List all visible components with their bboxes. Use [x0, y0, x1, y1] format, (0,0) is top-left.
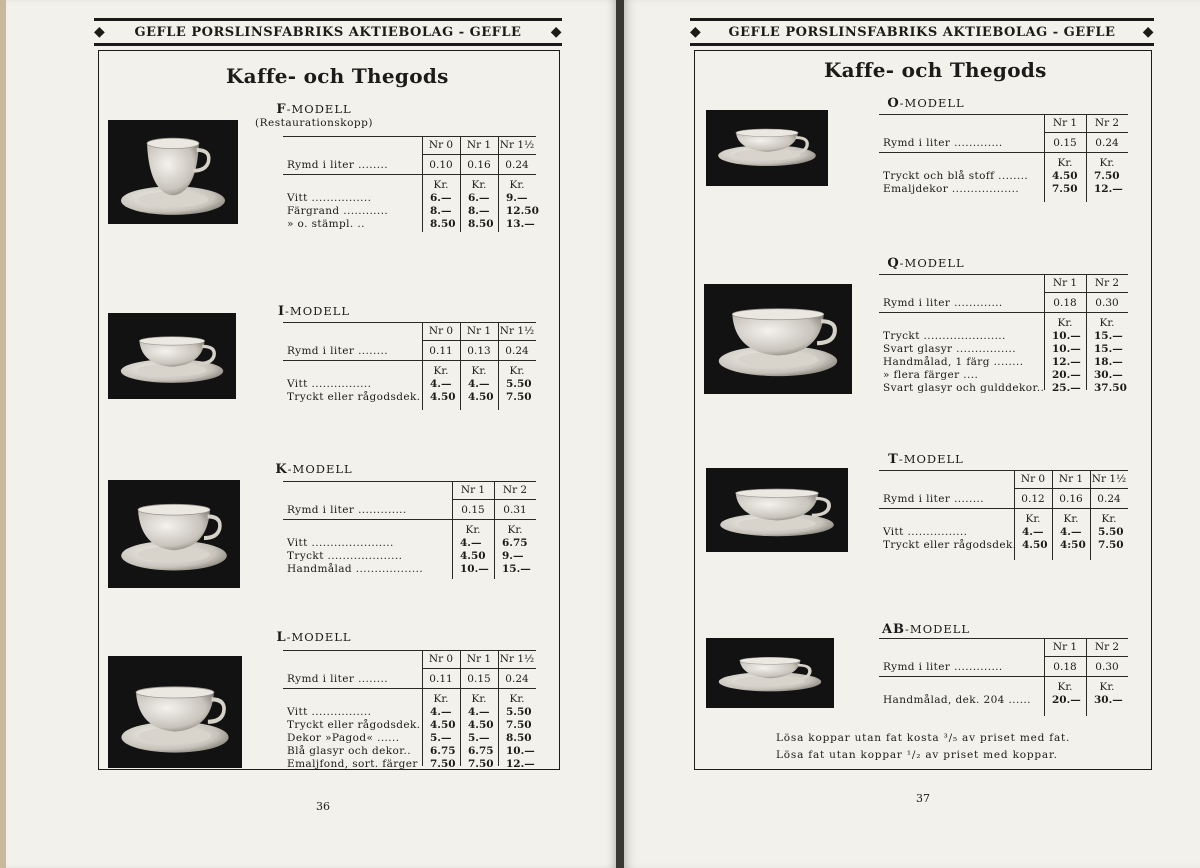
capacity-row [283, 673, 536, 686]
table-cell: Nr 2 [1094, 641, 1120, 653]
model-letter: I [277, 304, 286, 319]
cup-photo [706, 110, 828, 186]
table-cell: 8.50 [468, 218, 494, 230]
model-suffix: -MODELL [286, 102, 352, 116]
row-label: Rymd i liter ............. [883, 297, 1003, 309]
size-header-row [879, 473, 1128, 486]
table-cell: 8.50 [430, 218, 456, 230]
table-cell: 7.50 [430, 758, 456, 770]
currency-row [879, 317, 1128, 330]
table-cell: 0.11 [429, 673, 453, 685]
price-row [879, 526, 1128, 539]
row-label: Svart glasyr och gulddekor.. [883, 382, 1045, 394]
price-row [283, 391, 536, 404]
model-suffix: -MODELL [286, 630, 352, 644]
table-cell: 6.— [468, 192, 490, 204]
table-cell: Nr 1 [466, 325, 492, 337]
currency-row [879, 681, 1128, 694]
table-cell: Kr. [1057, 681, 1073, 693]
price-row [283, 732, 536, 745]
row-label: Rymd i liter ........ [287, 345, 388, 357]
table-cell: Kr. [465, 524, 481, 536]
row-label: Emaljfond, sort. färger [287, 758, 418, 770]
table-cell: Nr 1½ [499, 139, 535, 151]
table-cell: 0.15 [467, 673, 491, 685]
table-cell: 6.75 [502, 537, 528, 549]
table-cell: 6.75 [430, 745, 456, 757]
table-cell: 30.— [1094, 694, 1123, 706]
table-cell: 4.— [1060, 526, 1082, 538]
cup-photo [704, 284, 852, 394]
table-cell: Kr. [507, 524, 523, 536]
row-label: Tryckt .................... [287, 550, 403, 562]
capacity-row [879, 137, 1128, 150]
size-header-row [879, 277, 1128, 290]
table-cell: Nr 1½ [1091, 473, 1127, 485]
size-header-row [879, 117, 1128, 130]
table-cell: Kr. [433, 365, 449, 377]
row-label: Vitt ...................... [287, 537, 394, 549]
model-suffix: -MODELL [899, 256, 965, 270]
table-cell: 4.— [460, 537, 482, 549]
table-cell: 0.16 [467, 159, 491, 171]
table-cell: 8.— [430, 205, 452, 217]
model-title [816, 256, 1036, 271]
cup-photo [108, 313, 236, 399]
table-cell: Kr. [509, 179, 525, 191]
price-row [879, 330, 1128, 343]
table-cell: Nr 1 [1058, 473, 1084, 485]
model-letter: O [887, 96, 900, 111]
row-label: Handmålad, 1 färg ........ [883, 356, 1024, 368]
cup-photo [706, 468, 848, 552]
table-cell: 4.50 [430, 719, 456, 731]
row-label: Rymd i liter ............. [883, 661, 1003, 673]
table-cell: 0.24 [1097, 493, 1121, 505]
model-letter: F [276, 102, 287, 117]
price-row [283, 719, 536, 732]
capacity-row [283, 345, 536, 358]
book-spine [616, 0, 624, 868]
model-letter: T [888, 452, 899, 467]
table-cell: Kr. [1057, 317, 1073, 329]
table-cell: 4.50 [468, 719, 494, 731]
currency-row [283, 365, 536, 378]
table-cell: Nr 1 [466, 653, 492, 665]
table-cell: 20.— [1052, 369, 1081, 381]
table-cell: 4.50 [430, 391, 456, 403]
page-title: Kaffe- och Thegods [226, 64, 449, 88]
notes [776, 730, 1070, 764]
price-table [283, 650, 536, 770]
table-cell: Nr 1 [1052, 117, 1078, 129]
table-cell: 0.24 [505, 673, 529, 685]
currency-row [283, 524, 536, 537]
table-cell: Kr. [471, 179, 487, 191]
row-label: Handmålad .................. [287, 563, 424, 575]
table-cell: 10.— [1052, 343, 1081, 355]
cup-photo [108, 480, 240, 588]
row-label: Vitt ................ [287, 192, 372, 204]
table-cell: 0.18 [1053, 297, 1077, 309]
table-cell: 0.15 [461, 504, 485, 516]
price-row [879, 343, 1128, 356]
table-cell: 12.— [1052, 356, 1081, 368]
table-cell: 4.— [468, 378, 490, 390]
currency-row [879, 157, 1128, 170]
table-cell: 9.— [506, 192, 528, 204]
model-letter: Q [887, 256, 900, 271]
table-cell: 5.— [430, 732, 452, 744]
row-label: Svart glasyr ................ [883, 343, 1016, 355]
table-cell: 0.10 [429, 159, 453, 171]
page-title: Kaffe- och Thegods [824, 58, 1047, 82]
page-number: 36 [316, 800, 330, 813]
table-cell: Kr. [509, 693, 525, 705]
price-table [879, 114, 1128, 202]
table-cell: Kr. [1025, 513, 1041, 525]
table-cell: 0.13 [467, 345, 491, 357]
model-suffix: -MODELL [287, 462, 353, 476]
table-cell: 7.50 [1052, 183, 1078, 195]
table-cell: Nr 0 [428, 325, 454, 337]
row-label: Dekor »Pagod« ...... [287, 732, 400, 744]
table-cell: 0.15 [1053, 137, 1077, 149]
table-cell: 37.50 [1094, 382, 1127, 394]
table-cell: 12.— [506, 758, 535, 770]
currency-row [879, 513, 1128, 526]
table-cell: 15.— [1094, 343, 1123, 355]
model-letter: K [275, 462, 288, 477]
diamond-ornament-icon: ◆ [94, 24, 106, 40]
row-label: Vitt ................ [287, 706, 372, 718]
table-cell: Kr. [433, 693, 449, 705]
table-cell: 0.12 [1021, 493, 1045, 505]
table-cell: 4.50 [460, 550, 486, 562]
row-label: Tryckt ...................... [883, 330, 1006, 342]
table-cell: Kr. [471, 693, 487, 705]
row-label: Rymd i liter ............. [287, 504, 407, 516]
table-cell: 0.24 [505, 159, 529, 171]
table-cell: Nr 1½ [499, 653, 535, 665]
table-cell: 4.— [1022, 526, 1044, 538]
cup-photo [706, 638, 834, 708]
table-cell: 0.31 [503, 504, 527, 516]
price-row [283, 745, 536, 758]
capacity-row [879, 493, 1128, 506]
table-cell: 12.50 [506, 205, 539, 217]
capacity-row [283, 504, 536, 517]
table-cell: 4:50 [1060, 539, 1086, 551]
table-cell: 0.16 [1059, 493, 1083, 505]
price-row [283, 378, 536, 391]
price-table [283, 481, 536, 579]
row-label: » o. stämpl. .. [287, 218, 365, 230]
price-row [283, 550, 536, 563]
size-header-row [283, 325, 536, 338]
row-label: Rymd i liter ............. [883, 137, 1003, 149]
table-cell: 18.— [1094, 356, 1123, 368]
model-subtitle: (Restaurationskopp) [255, 117, 373, 129]
table-cell: 5.50 [506, 706, 532, 718]
price-row [283, 192, 536, 205]
table-cell: 5.50 [1098, 526, 1124, 538]
table-cell: 20.— [1052, 694, 1081, 706]
row-label: Tryckt eller rågodsdek. [883, 539, 1017, 551]
model-suffix: -MODELL [898, 452, 964, 466]
row-label: Rymd i liter ........ [287, 673, 388, 685]
row-label: Blå glasyr och dekor.. [287, 745, 411, 757]
table-cell: 10.— [460, 563, 489, 575]
table-cell: Nr 0 [1020, 473, 1046, 485]
table-cell: Kr. [1099, 317, 1115, 329]
model-title [204, 304, 424, 319]
table-cell: 0.24 [1095, 137, 1119, 149]
model-title [204, 462, 424, 477]
row-label: Rymd i liter ........ [883, 493, 984, 505]
table-cell: 10.— [1052, 330, 1081, 342]
diamond-ornament-icon: ◆ [690, 24, 702, 40]
table-cell: Nr 1 [1052, 277, 1078, 289]
table-cell: 0.11 [429, 345, 453, 357]
price-row [283, 218, 536, 231]
table-cell: 4.— [430, 706, 452, 718]
table-cell: 0.30 [1095, 297, 1119, 309]
table-cell: Kr. [1101, 513, 1117, 525]
table-cell: 8.50 [506, 732, 532, 744]
table-cell: 0.30 [1095, 661, 1119, 673]
company-name: GEFLE PORSLINSFABRIKS AKTIEBOLAG - GEFLE [728, 24, 1116, 40]
table-cell: 0.24 [505, 345, 529, 357]
price-row [879, 170, 1128, 183]
cup-photo [108, 656, 242, 768]
price-row [283, 537, 536, 550]
table-cell: Nr 1 [1052, 641, 1078, 653]
row-label: Emaljdekor .................. [883, 183, 1020, 195]
row-label: Rymd i liter ........ [287, 159, 388, 171]
price-row [879, 694, 1128, 707]
row-label: Färgrand ............ [287, 205, 389, 217]
page-header [690, 18, 1154, 46]
table-cell: 7.50 [1094, 170, 1120, 182]
table-cell: 4.50 [468, 391, 494, 403]
size-header-row [283, 139, 536, 152]
table-cell: 7.50 [468, 758, 494, 770]
table-cell: 9.— [502, 550, 524, 562]
table-cell: Kr. [433, 179, 449, 191]
capacity-row [879, 661, 1128, 674]
table-cell: 4.50 [1022, 539, 1048, 551]
row-label: » flera färger .... [883, 369, 979, 381]
table-cell: 10.— [506, 745, 535, 757]
capacity-row [283, 159, 536, 172]
row-label: Tryckt eller rågodsdek. [287, 719, 421, 731]
model-title [204, 630, 424, 645]
size-header-row [283, 653, 536, 666]
model-title [816, 96, 1036, 111]
cup-photo [108, 120, 238, 224]
table-cell: 12.— [1094, 183, 1123, 195]
table-cell: 4.— [430, 378, 452, 390]
table-cell: 5.50 [506, 378, 532, 390]
table-cell: Kr. [1099, 681, 1115, 693]
table-cell: Kr. [509, 365, 525, 377]
table-cell: 0.18 [1053, 661, 1077, 673]
page-header [94, 18, 562, 46]
table-cell: Nr 1 [460, 484, 486, 496]
price-row [879, 183, 1128, 196]
price-table [283, 322, 536, 410]
currency-row [283, 179, 536, 192]
note-line: Lösa koppar utan fat kosta ³/₅ av priset med fat. [776, 732, 1071, 744]
table-cell: 25.— [1052, 382, 1081, 394]
table-cell: 7.50 [1098, 539, 1124, 551]
table-cell: Nr 2 [1094, 277, 1120, 289]
page-37 [624, 0, 1200, 868]
table-cell: Nr 0 [428, 139, 454, 151]
table-cell: Nr 2 [502, 484, 528, 496]
price-table [879, 638, 1128, 716]
table-cell: Kr. [1099, 157, 1115, 169]
capacity-row [879, 297, 1128, 310]
table-cell: 6.75 [468, 745, 494, 757]
table-cell: 8.— [468, 205, 490, 217]
page-number: 37 [916, 792, 930, 805]
table-cell: Kr. [471, 365, 487, 377]
table-cell: Nr 1 [466, 139, 492, 151]
row-label: Vitt ................ [287, 378, 372, 390]
price-row [283, 205, 539, 218]
price-table [879, 470, 1128, 560]
company-name: GEFLE PORSLINSFABRIKS AKTIEBOLAG - GEFLE [134, 24, 522, 40]
table-cell: Nr 1½ [499, 325, 535, 337]
table-cell: 30.— [1094, 369, 1123, 381]
diamond-ornament-icon: ◆ [1142, 24, 1154, 40]
size-header-row [283, 484, 536, 497]
row-label: Tryckt och blå stoff ........ [883, 170, 1029, 182]
model-title [816, 452, 1036, 467]
note-line: Lösa fat utan koppar ¹/₂ av priset med koppar. [776, 749, 1058, 761]
model-suffix: -MODELL [899, 96, 965, 110]
table-cell: 5.— [468, 732, 490, 744]
table-cell: Nr 2 [1094, 117, 1120, 129]
model-title [204, 102, 424, 117]
table-cell: 13.— [506, 218, 535, 230]
table-cell: Kr. [1063, 513, 1079, 525]
table-cell: 7.50 [506, 391, 532, 403]
price-table [283, 136, 539, 232]
model-title [816, 622, 1036, 637]
price-row [879, 356, 1128, 369]
model-letter: AB [881, 622, 906, 637]
model-suffix: -MODELL [285, 304, 351, 318]
page-36 [6, 0, 616, 868]
price-table [879, 274, 1128, 394]
price-row [879, 382, 1128, 395]
table-cell: Kr. [1057, 157, 1073, 169]
model-suffix: -MODELL [905, 622, 971, 636]
table-cell: 6.— [430, 192, 452, 204]
currency-row [283, 693, 536, 706]
diamond-ornament-icon: ◆ [550, 24, 562, 40]
price-row [879, 369, 1128, 382]
price-row [283, 706, 536, 719]
row-label: Vitt ................ [883, 526, 968, 538]
size-header-row [879, 641, 1128, 654]
row-label: Tryckt eller rågodsdek. [287, 391, 421, 403]
table-cell: 15.— [502, 563, 531, 575]
table-cell: 4.50 [1052, 170, 1078, 182]
table-cell: Nr 0 [428, 653, 454, 665]
table-cell: 4.— [468, 706, 490, 718]
price-row [879, 539, 1128, 552]
price-row [283, 563, 536, 576]
row-label: Handmålad, dek. 204 ...... [883, 694, 1031, 706]
model-letter: L [276, 630, 287, 645]
table-cell: 7.50 [506, 719, 532, 731]
table-cell: 15.— [1094, 330, 1123, 342]
price-row [283, 758, 536, 771]
